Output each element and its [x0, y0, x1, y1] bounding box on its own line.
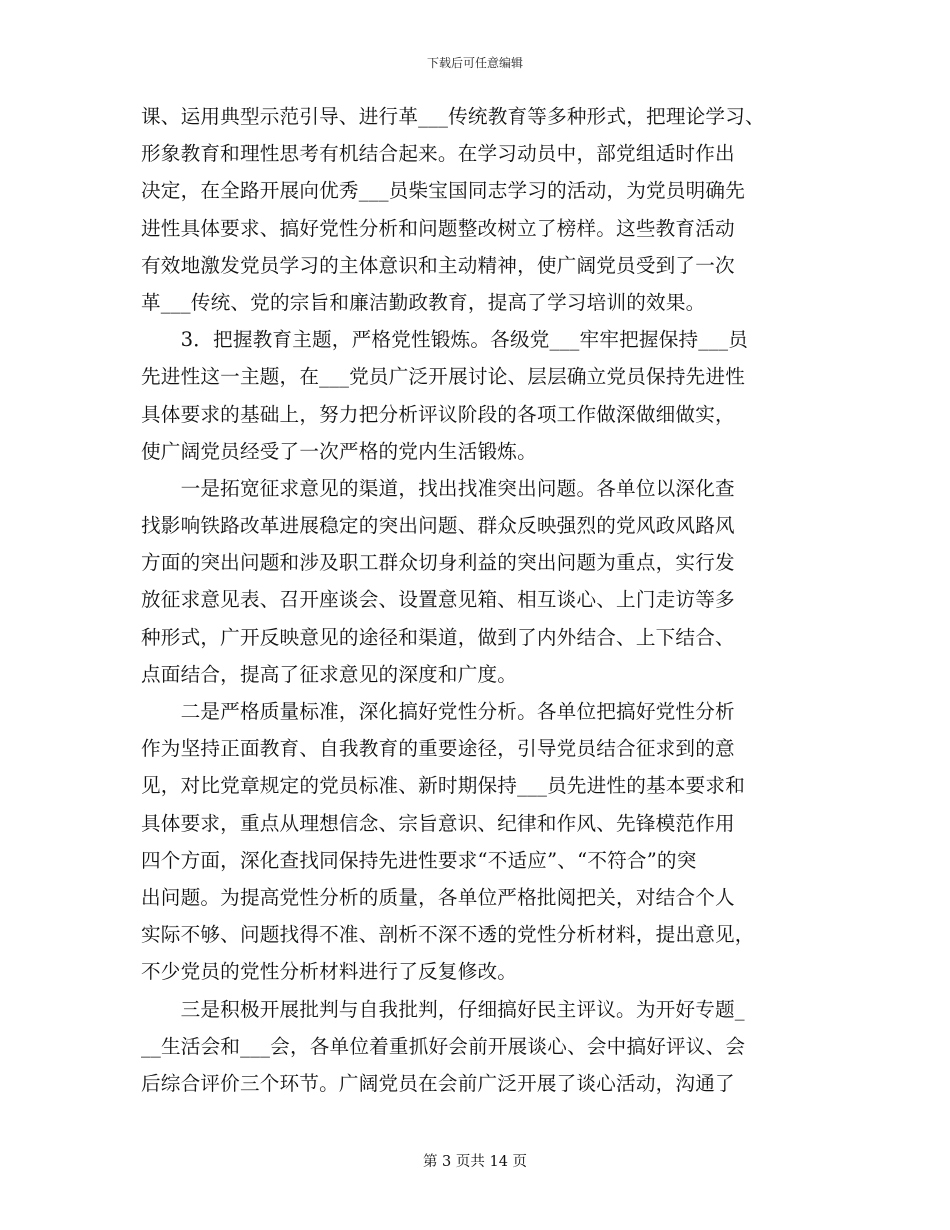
text-line: 进性具体要求、搞好党性分析和问题整改树立了榜样。这些教育活动	[141, 216, 735, 240]
text-line: 形象教育和理性思考有机结合起来。在学习动员中，部党组适时作出	[141, 142, 735, 166]
text-line: 方面的突出问题和涉及职工群众切身利益的突出问题为重点，实行发	[141, 551, 735, 575]
page-header: 下载后可任意编辑	[426, 56, 523, 70]
text-line: __生活会和___会，各单位着重抓好会前开展谈心、会中搞好评议、会	[141, 1034, 746, 1058]
text-line: 三是积极开展批判与自我批判，仔细搞好民主评议。为开好专题_	[141, 997, 745, 1021]
text-line: 3．把握教育主题，严格党性锻炼。各级党___牢牢把握保持___员	[141, 328, 749, 352]
text-line: 具体要求，重点从理想信念、宗旨意识、纪律和作风、先锋模范作用	[141, 811, 735, 835]
text-line: 使广阔党员经受了一次严格的党内生活锻炼。	[141, 439, 537, 463]
text-line: 见，对比党章规定的党员标准、新时期保持___员先进性的基本要求和	[141, 774, 746, 798]
text-line: 决定，在全路开展向优秀___员柴宝国同志学习的活动，为党员明确先	[141, 179, 746, 203]
text-line: 找影响铁路改革进展稳定的突出问题、群众反映强烈的党风政风路风	[141, 514, 735, 538]
text-line: 有效地激发党员学习的主体意识和主动精神，使广阔党员受到了一次	[141, 253, 735, 277]
text-line: 实际不够、问题找得不准、剖析不深不透的党性分析材料，提出意见，	[141, 923, 755, 947]
text-line: 种形式，广开反映意见的途径和渠道，做到了内外结合、上下结合、	[141, 625, 735, 649]
text-line: 出问题。为提高党性分析的质量，各单位严格批阅把关，对结合个人	[141, 885, 735, 909]
text-line: 一是拓宽征求意见的渠道，找出找准突出问题。各单位以深化查	[141, 476, 735, 500]
text-line: 课、运用典型示范引导、进行革___传统教育等多种形式，把理论学习、	[141, 105, 765, 128]
text-line: 先进性这一主题，在___党员广泛开展讨论、层层确立党员保持先进性	[141, 365, 746, 389]
page-footer: 第 3 页共 14 页	[422, 1154, 528, 1170]
document-body	[141, 98, 801, 1102]
text-line: 二是严格质量标准，深化搞好党性分析。各单位把搞好党性分析	[141, 700, 735, 723]
text-line: 点面结合，提高了征求意见的深度和广度。	[141, 662, 518, 686]
text-line: 四个方面，深化查找同保持先进性要求“不适应”、“不符合”的突	[141, 848, 697, 872]
text-line: 后综合评价三个环节。广阔党员在会前广泛开展了谈心活动，沟通了	[141, 1071, 735, 1095]
text-line: 作为坚持正面教育、自我教育的重要途径，引导党员结合征求到的意	[141, 737, 735, 761]
text-line: 放征求意见表、召开座谈会、设置意见箱、相互谈心、上门走访等多	[141, 588, 735, 612]
text-line: 具体要求的基础上，努力把分析评议阶段的各项工作做深做细做实，	[141, 402, 735, 426]
text-line: 不少党员的党性分析材料进行了反复修改。	[141, 960, 518, 984]
text-line: 革___传统、党的宗旨和廉洁勤政教育，提高了学习培训的效果。	[141, 290, 706, 314]
